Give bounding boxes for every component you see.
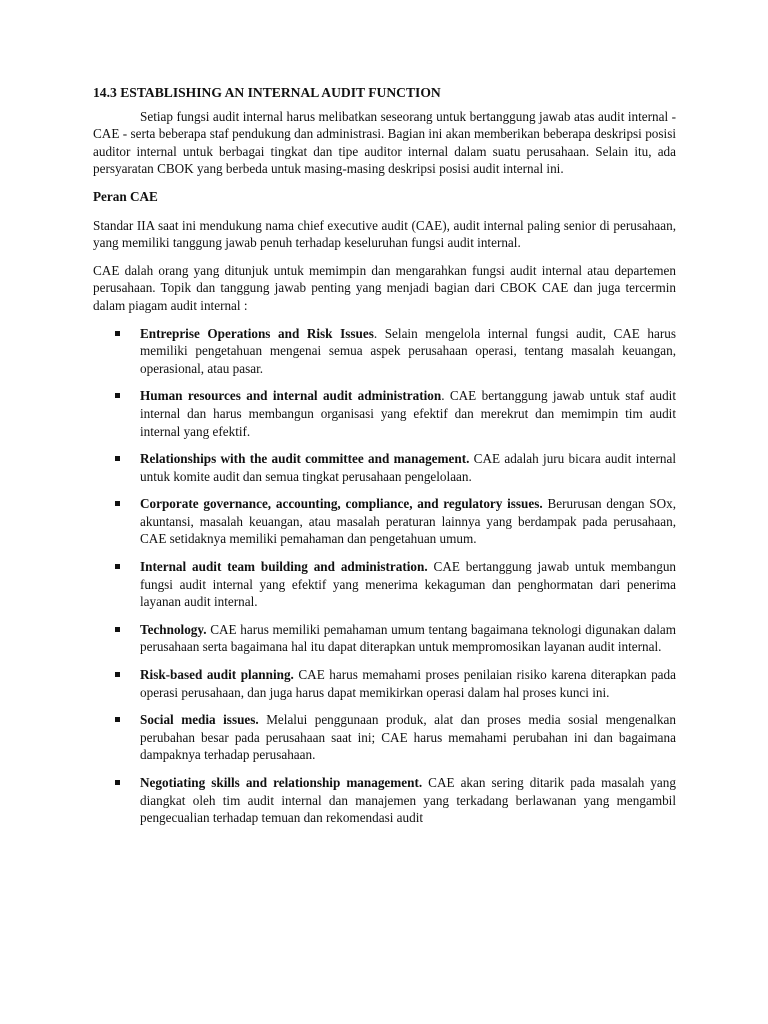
list-item [93,450,676,485]
square-bullet-icon [115,456,120,461]
square-bullet-icon [115,331,120,336]
intro-paragraph: Setiap fungsi audit internal harus melibatkan seseorang untuk bertanggung jawab atas audit internal - CAE - serta beberapa staf pendukung dan administrasi. Bagian ini akan memberikan beberapa deskripsi posisi auditor internal untuk berbagai tingkat dan tipe auditor internal dalam suatu perusahaan. Selain itu, ada persyaratan CBOK yang berbeda untuk masing-masing deskripsi posisi audit internal ini. [93,108,676,177]
item-text: CAE harus memahami proses penilaian risiko karena diterapkan pada operasi perusahaan, dan juga harus dapat memikirkan operasi dalam hal proses kunci ini. [140,667,676,700]
item-text: . CAE bertanggung jawab untuk staf audit internal dan harus membangun organisasi yang efektif dan merekrut dan memimpin tim audit internal yang efektif. [140,388,676,439]
role-subheading: Peran CAE [93,188,158,204]
item-title: Internal audit team building and administration. [140,559,428,575]
list-item [93,774,676,827]
list-item [93,621,676,656]
list-item [93,325,676,378]
list-item [93,666,676,701]
list-item [93,387,676,440]
list-item [93,711,676,764]
item-title: Corporate governance, accounting, compliance, and regulatory issues. [140,496,543,512]
role-paragraph-1: Standar IIA saat ini mendukung nama chief executive audit (CAE), audit internal paling senior di perusahaan, yang memiliki tanggung jawab penuh terhadap keseluruhan fungsi audit internal. [93,217,676,251]
square-bullet-icon [115,717,120,722]
square-bullet-icon [115,672,120,677]
square-bullet-icon [115,564,120,569]
square-bullet-icon [115,501,120,506]
item-text: Berurusan dengan SOx, akuntansi, masalah keuangan, atau masalah peraturan lainnya yang berdampak pada perusahaan, CAE setidaknya memiliki pemahaman dan pengetahuan umum. [140,496,677,547]
item-text: CAE harus memiliki pemahaman umum tentang bagaimana teknologi digunakan dalam perusahaan serta bagaimana hal itu dapat diterapkan untuk mempromosikan layanan audit internal. [140,621,676,655]
item-title: Relationships with the audit committee and management. [140,451,470,467]
list-item [93,495,676,548]
square-bullet-icon [115,627,120,632]
item-text: CAE adalah juru bicara audit internal untuk komite audit dan semua tingkat perusahaan pengelolaan. [140,451,676,484]
item-text: CAE akan sering ditarik pada masalah yang diangkat oleh tim audit internal dan manajemen yang terkadang berlawanan yang mengambil pengecualian terhadap temuan dan rekomendasi audit [140,775,676,826]
square-bullet-icon [115,393,120,398]
item-title: Negotiating skills and relationship management. [140,775,423,790]
role-paragraph-2: CAE dalah orang yang ditunjuk untuk memimpin dan mengarahkan fungsi audit internal atau departemen perusahaan. Topik dan tanggung jawab penting yang menjadi bagian dari CBOK CAE dan juga tercermin dalam piagam audit internal : [93,262,676,313]
item-text: CAE bertanggung jawab untuk membangun fungsi audit internal yang efektif yang menerima kekaguman dan penghormatan dari penerima layanan audit internal. [140,559,677,610]
item-title: Social media issues. [140,712,259,728]
item-title: Human resources and internal audit administration [140,388,442,404]
item-text: Melalui penggunaan produk, alat dan proses media sosial mengenalkan perubahan besar pada perusahaan saat ini; CAE harus memahami perubahan ini dan bagaimana dampaknya terhadap perusahaan. [140,712,676,763]
responsibility-list [93,325,676,827]
square-bullet-icon [115,780,120,785]
item-text: . Selain mengelola internal fungsi audit, CAE harus memiliki pengetahuan mengenai semua aspek perusahaan operasi, tentang masalah keuangan, operasional, atau pasar. [140,325,676,376]
item-title: Risk-based audit planning. [140,667,294,683]
section-heading: 14.3 ESTABLISHING AN INTERNAL AUDIT FUNCTION [93,85,441,100]
item-title: Entreprise Operations and Risk Issues [140,325,374,341]
list-item [93,558,676,611]
item-title: Technology. [140,621,207,637]
